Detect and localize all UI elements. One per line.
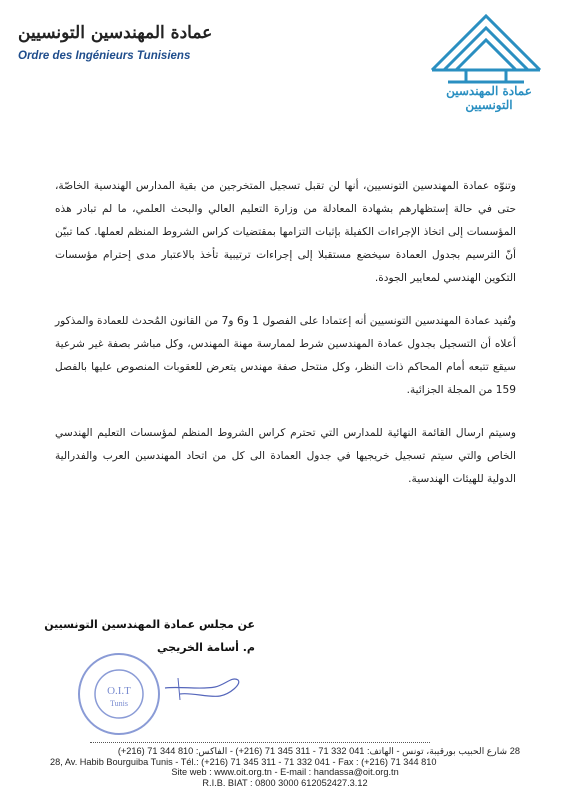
- footer-address-french: 28, Av. Habib Bourguiba Tunis - Tél.: (+216) 71 345 311 - 71 332 041 - Fax : (+216) 71 344 810: [50, 756, 437, 767]
- paragraph-2: وتُفيد عمادة المهندسين التونسيين أنه إعتمادا على الفصول 1 و6 و7 من القانون المُحدث للعمادة والمذكور أعلاه أن التسجيل بجدول عمادة المهندسين شرط لممارسة مهنة المهندس، وكل مباشر بصفة غير شرعية سيقع تتبعه أمام المحاكم ذات النظر، وكل منتحل صفة مهندس يتعرض للعقوبات المنصوص عليها بالفصل 159 من المجلة الجزائية.: [55, 315, 517, 396]
- official-stamp: [75, 650, 163, 738]
- paragraph-1: وتنوّه عمادة المهندسين التونسيين، أنها لن تقبل تسجيل المتخرجين من بقية المدارس الهندسية الخاصّة، حتى في حالة إستظهارهم بشهادة المعادلة من وزارة التعليم العالي والبحث العلمي، ما لم تبادر هذه المؤسسات إلى اتخاذ الإجراءات الكفيلة بإثبات التزامها بمقتضيات كراس الشروط المنظم لعملها. كما تبيّن أنّ الترسيم بجدول العمادة سيخضع مستقبلا إلى إجراءات ترتيبية تأخذ بالاعتبار مدى إحترام مؤسسات التكوين الهندسي لمعايير الجودة.: [55, 180, 516, 284]
- org-name-arabic: عمادة المهندسين التونسيين: [18, 23, 213, 43]
- footer-rib: R.I.B. BIAT : 0800 3000 612052427.3.12: [202, 777, 368, 788]
- signature-on-behalf: عن مجلس عمادة المهندسين التونسيين: [44, 618, 255, 631]
- footer-address-arabic: 28 شارع الحبيب بورقيبة، تونس - الهاتف: 041 332 71 - 311 345 71 (216+) - الفاكس: 810 344 71 (216+): [117, 746, 520, 756]
- logo-caption-arabic: عمادة المهندسين التونسيين: [446, 84, 532, 112]
- paragraph-3: وسيتم ارسال القائمة النهائية للمدارس التي تحترم كراس الشروط المنظم لمؤسسات التعليم الهندسي الخاص والتي سيتم تسجيل خريجيها في جدول العمادة الى كل من اتحاد المهندسين العرب والفدرالية الدولية للهيئات الهندسية.: [55, 427, 516, 485]
- footer: [50, 746, 520, 788]
- org-name-french: Ordre des Ingénieurs Tunisiens: [18, 50, 191, 62]
- footer-web-email: Site web : www.oit.org.tn - E-mail : handassa@oit.org.tn: [171, 767, 399, 778]
- letter-body: [55, 175, 516, 511]
- signature-name: م. أسامة الخريجي: [157, 641, 255, 654]
- stamp-city: Tunis: [110, 699, 128, 708]
- header-org: [18, 22, 258, 62]
- oit-logo-icon: [418, 10, 554, 90]
- handwritten-signature: [160, 668, 250, 708]
- stamp-label: O.I.T: [107, 685, 131, 697]
- footer-divider: [90, 742, 430, 743]
